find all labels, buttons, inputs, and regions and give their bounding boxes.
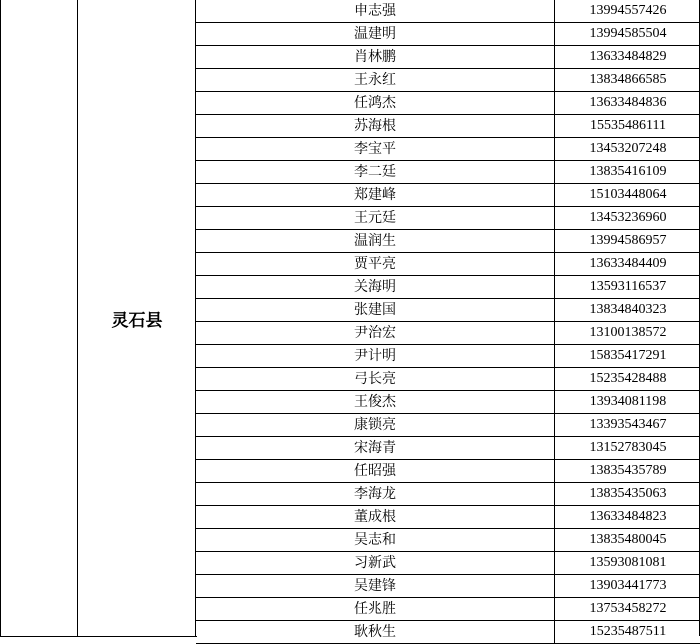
person-name: 肖林鹏 — [196, 46, 555, 69]
table-row — [196, 299, 700, 322]
phone-number: 13934081198 — [555, 391, 700, 414]
table-row — [196, 437, 700, 460]
table-row — [196, 46, 700, 69]
table-row — [196, 552, 700, 575]
table-row — [196, 161, 700, 184]
phone-number: 15103448064 — [555, 184, 700, 207]
phone-number: 13753458272 — [555, 598, 700, 621]
table-row — [196, 69, 700, 92]
phone-number: 15835417291 — [555, 345, 700, 368]
phone-number: 13633484836 — [555, 92, 700, 115]
table-row — [196, 483, 700, 506]
person-name: 申志强 — [196, 0, 555, 23]
county-cell: 灵石县 — [78, 0, 196, 636]
table-row — [196, 506, 700, 529]
person-name: 温建明 — [196, 23, 555, 46]
phone-number: 13633484829 — [555, 46, 700, 69]
table-row — [196, 92, 700, 115]
person-name: 任鸿杰 — [196, 92, 555, 115]
table-row — [196, 368, 700, 391]
phone-number: 13834866585 — [555, 69, 700, 92]
table-row — [196, 414, 700, 437]
phone-number: 13593116537 — [555, 276, 700, 299]
person-name: 弓长亮 — [196, 368, 555, 391]
person-name: 耿秋生 — [196, 621, 555, 644]
person-name: 李海龙 — [196, 483, 555, 506]
person-name: 习新武 — [196, 552, 555, 575]
phone-number: 13903441773 — [555, 575, 700, 598]
person-name: 任兆胜 — [196, 598, 555, 621]
table-row — [196, 115, 700, 138]
phone-number: 13835480045 — [555, 529, 700, 552]
grid-line-left-outer — [0, 0, 1, 636]
table-row — [196, 23, 700, 46]
person-name: 吴志和 — [196, 529, 555, 552]
phone-number: 13633484823 — [555, 506, 700, 529]
table-row — [196, 529, 700, 552]
person-name: 王永红 — [196, 69, 555, 92]
phone-number: 13994586957 — [555, 230, 700, 253]
person-name: 康锁亮 — [196, 414, 555, 437]
phone-number: 13152783045 — [555, 437, 700, 460]
contact-rows — [196, 0, 700, 644]
phone-number: 13453207248 — [555, 138, 700, 161]
phone-number: 13835435063 — [555, 483, 700, 506]
person-name: 吴建锋 — [196, 575, 555, 598]
phone-number: 13994557426 — [555, 0, 700, 23]
table-row — [196, 230, 700, 253]
person-name: 王元廷 — [196, 207, 555, 230]
person-name: 李宝平 — [196, 138, 555, 161]
table-row — [196, 391, 700, 414]
table-row — [196, 184, 700, 207]
grid-line-bottom-region — [77, 636, 197, 637]
person-name: 宋海青 — [196, 437, 555, 460]
person-name: 关海明 — [196, 276, 555, 299]
person-name: 苏海根 — [196, 115, 555, 138]
person-name: 郑建峰 — [196, 184, 555, 207]
person-name: 董成根 — [196, 506, 555, 529]
table-row — [196, 598, 700, 621]
phone-number: 13453236960 — [555, 207, 700, 230]
contact-list — [196, 0, 700, 644]
person-name: 张建国 — [196, 299, 555, 322]
person-name: 李二廷 — [196, 161, 555, 184]
table-row — [196, 138, 700, 161]
table-row — [196, 276, 700, 299]
phone-number: 15535486111 — [555, 115, 700, 138]
phone-number: 13835435789 — [555, 460, 700, 483]
phone-number: 15235428488 — [555, 368, 700, 391]
phone-number: 13835416109 — [555, 161, 700, 184]
table-row — [196, 460, 700, 483]
phone-number: 13593081081 — [555, 552, 700, 575]
person-name: 贾平亮 — [196, 253, 555, 276]
person-name: 尹治宏 — [196, 322, 555, 345]
phone-number: 13834840323 — [555, 299, 700, 322]
phone-number: 13100138572 — [555, 322, 700, 345]
person-name: 任昭强 — [196, 460, 555, 483]
grid-line-bottom-left — [0, 636, 78, 637]
person-name: 尹计明 — [196, 345, 555, 368]
table-row — [196, 621, 700, 644]
table-row — [196, 345, 700, 368]
phone-number: 13393543467 — [555, 414, 700, 437]
table-row — [196, 207, 700, 230]
phone-number: 13633484409 — [555, 253, 700, 276]
table-row — [196, 253, 700, 276]
phone-number: 13994585504 — [555, 23, 700, 46]
person-name: 温润生 — [196, 230, 555, 253]
table-row — [196, 322, 700, 345]
person-name: 王俊杰 — [196, 391, 555, 414]
table-row — [196, 0, 700, 23]
table-row — [196, 575, 700, 598]
phone-number: 15235487511 — [555, 621, 700, 644]
